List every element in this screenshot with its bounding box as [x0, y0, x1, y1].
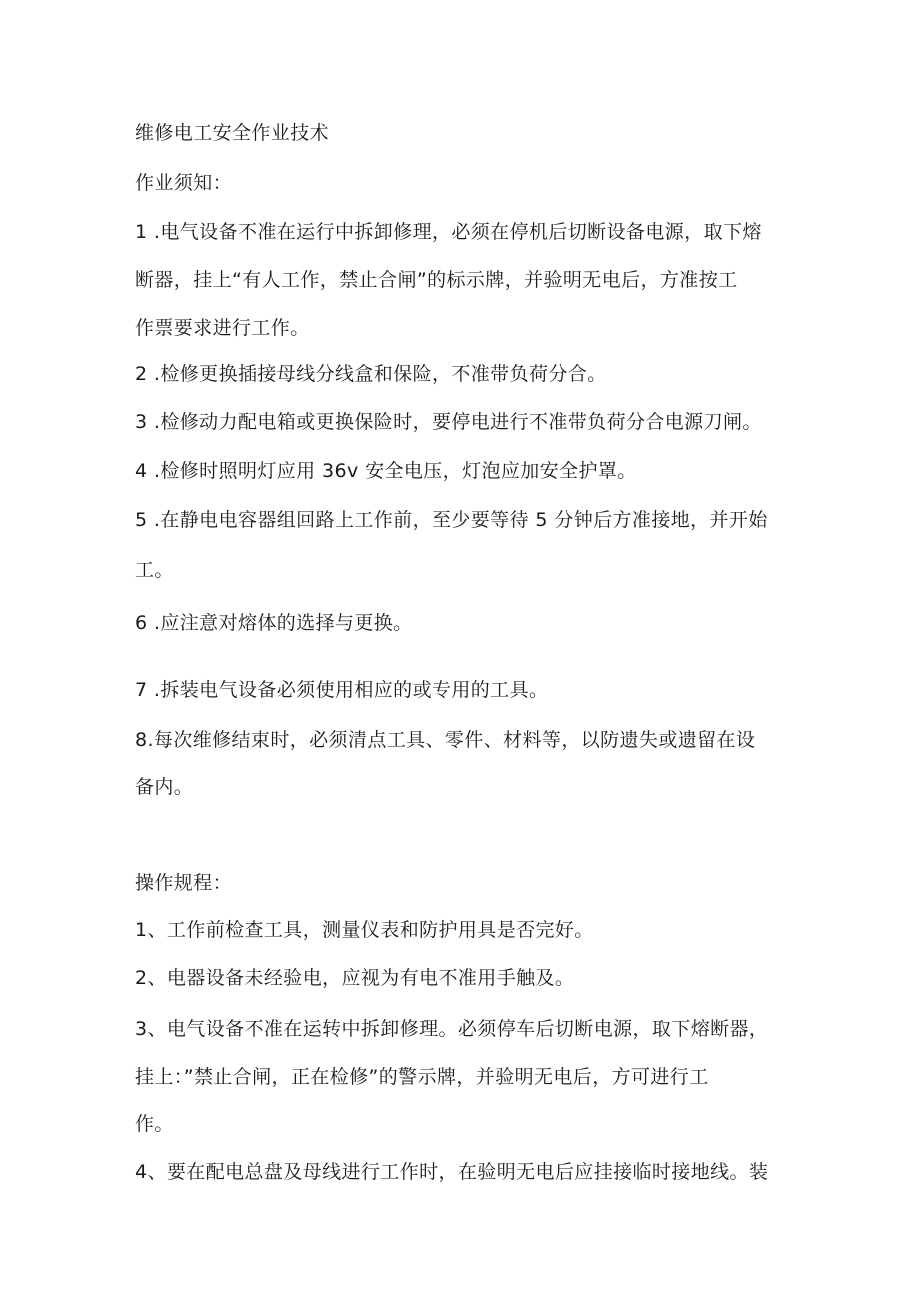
- section-heading-notes: 作业须知：: [135, 172, 233, 194]
- note-5-line-2: 工。: [135, 559, 174, 581]
- note-7: 7 .拆装电气设备必须使用相应的或专用的工具。: [135, 679, 549, 701]
- rule-3-line-1: 3、电气设备不准在运转中拆卸修理。必须停车后切断电源，取下熔断器，: [135, 1018, 769, 1040]
- rule-4-line-1: 4、要在配电总盘及母线进行工作时，在验明无电后应挂接临时接地线。装: [135, 1161, 769, 1183]
- note-1-line-3: 作票要求进行工作。: [135, 317, 310, 339]
- note-3: 3 .检修动力配电箱或更换保险时，要停电进行不准带负荷分合电源刀闸。: [135, 411, 762, 433]
- note-8-line-1: 8.每次维修结束时，必须清点工具、零件、材料等，以防遗失或遗留在设: [135, 729, 756, 751]
- document-title: 维修电工安全作业技术: [135, 122, 330, 144]
- rule-2: 2、电器设备未经验电，应视为有电不准用手触及。: [135, 967, 575, 989]
- note-1-line-1: 1 .电气设备不准在运行中拆卸修理，必须在停机后切断设备电源，取下熔: [135, 221, 762, 243]
- note-4: 4 .检修时照明灯应用 36v 安全电压，灯泡应加安全护罩。: [135, 460, 637, 482]
- section-heading-rules: 操作规程：: [135, 872, 233, 894]
- rule-1: 1、工作前检查工具，测量仪表和防护用具是否完好。: [135, 919, 594, 941]
- note-2: 2 .检修更换插接母线分线盒和保险，不准带负荷分合。: [135, 363, 607, 385]
- note-1-line-2: 断器，挂上“有人工作，禁止合闸”的标示牌，并验明无电后，方准按工: [135, 269, 738, 291]
- note-8-line-2: 备内。: [135, 776, 194, 798]
- note-5-line-1: 5 .在静电电容器组回路上工作前，至少要等待 5 分钟后方准接地，并开始: [135, 509, 768, 531]
- note-6: 6 .应注意对熔体的选择与更换。: [135, 612, 413, 634]
- rule-3-line-3: 作。: [135, 1113, 174, 1135]
- rule-3-line-2: 挂上：”禁止合闸，正在检修”的警示牌，并验明无电后，方可进行工: [135, 1066, 709, 1088]
